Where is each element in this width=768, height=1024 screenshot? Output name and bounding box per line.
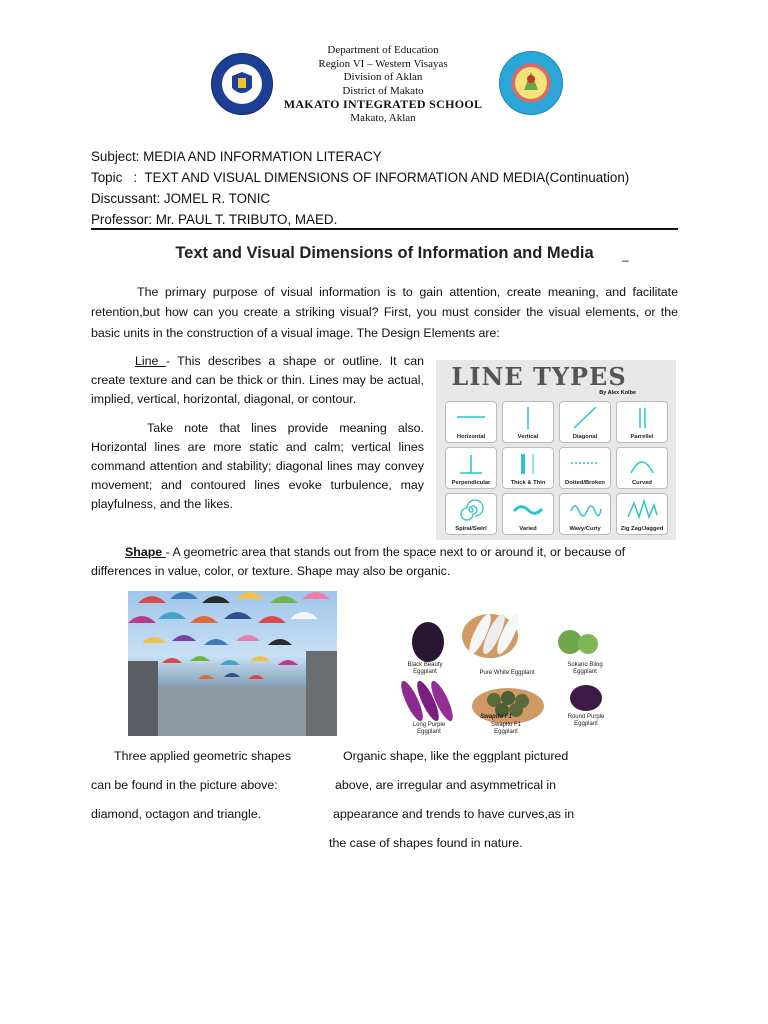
- eggplant-label: Swapito F1: [480, 714, 512, 720]
- intro-paragraph: The primary purpose of visual information is to gain attention, create meaning, and facilitate retention,but how can you create a striking visual? First, you must consider the visual elements, or the basic units in the construction of a visual image. The Design Elements are:: [91, 285, 678, 340]
- school-name: MAKATO INTEGRATED SCHOOL: [283, 97, 483, 112]
- title-mark: _: [622, 248, 629, 262]
- line-type-tile: [559, 447, 611, 489]
- dotted-line-icon: [568, 451, 602, 477]
- zigzag-line-icon: [625, 497, 659, 523]
- eggplant-label: Swapito F1 Eggplant: [490, 722, 521, 735]
- caption-line: above, are irregular and asymmetrical in: [335, 778, 557, 792]
- line-type-tile: [616, 401, 668, 443]
- eggplant-label: Round Purple Eggplant: [567, 714, 605, 727]
- line-type-tile: [502, 447, 554, 489]
- line-term: Line: [135, 354, 166, 368]
- shape-term: Shape: [125, 545, 166, 559]
- line-type-tile: [502, 493, 554, 535]
- page-title: Text and Visual Dimensions of Information and Media: [175, 244, 594, 262]
- line-type-tile: [559, 493, 611, 535]
- line-type-tile: [502, 401, 554, 443]
- shape-section: [91, 543, 678, 581]
- tile-label: Horizontal: [456, 434, 486, 440]
- thick-thin-lines-icon: [511, 451, 545, 477]
- caption-line: Organic shape, like the eggplant pictured: [343, 749, 569, 763]
- header-line: Department of Education: [327, 44, 439, 56]
- caption-line: diamond, octagon and triangle.: [91, 807, 262, 821]
- perpendicular-lines-icon: [454, 451, 488, 477]
- school-header: [200, 44, 566, 126]
- header-line: Region VI – Western Visayas: [318, 57, 448, 70]
- tile-label: Thick & Thin: [510, 480, 546, 486]
- subject-line: Subject: MEDIA AND INFORMATION LITERACY: [91, 149, 382, 164]
- horizontal-line-icon: [454, 405, 488, 431]
- line-types-grid: [445, 401, 670, 535]
- vertical-line-icon: [511, 405, 545, 431]
- wavy-line-icon: [568, 497, 602, 523]
- eggplant-label: Pure White Eggplant: [479, 670, 535, 676]
- eggplant-label: Sokano Bilog Eggplant: [567, 662, 603, 675]
- line-types-author: By Alex Kolbe: [599, 390, 636, 396]
- caption-line: can be found in the picture above:: [91, 778, 278, 792]
- professor-line: Professor: Mr. PAUL T. TRIBUTO, MAED.: [91, 212, 338, 227]
- line-type-tile: [559, 401, 611, 443]
- tile-label: Perpendicular: [451, 480, 491, 486]
- shape-definition: - A geometric area that stands out from the space next to or around it, or because of differences in value, color, or texture. Shape may also be organic.: [91, 545, 626, 578]
- line-types-title: LINE TYPES: [451, 362, 627, 391]
- tile-label: Parrellel: [630, 434, 654, 440]
- tile-label: Wavy/Curly: [569, 526, 601, 532]
- line-types-figure: [436, 360, 676, 540]
- line-definition: - This describes a shape or outline. It can create texture and can be thick or thin. Lines may be actual, implied, vertical, horizontal, diagonal, or contour.: [91, 354, 424, 406]
- spiral-line-icon: [454, 497, 488, 523]
- parallel-lines-icon: [625, 405, 659, 431]
- topic-line: Topic : TEXT AND VISUAL DIMENSIONS OF INFORMATION AND MEDIA(Continuation): [91, 170, 630, 185]
- varied-line-icon: [511, 497, 545, 523]
- tile-label: Varied: [519, 526, 537, 532]
- school-location: Makato, Aklan: [350, 111, 416, 124]
- eggplant-varieties-image: [398, 606, 612, 738]
- line-type-tile: [445, 447, 497, 489]
- discussant-line: Discussant: JOMEL R. TONIC: [91, 191, 271, 206]
- tile-label: Zig Zag/Jagged: [620, 526, 664, 532]
- line-section: [91, 352, 424, 514]
- eggplant-label: Long Purple Eggplant: [412, 722, 446, 735]
- header-divider: [91, 228, 678, 230]
- tile-label: Spiral/Swirl: [455, 526, 487, 532]
- diagonal-line-icon: [568, 405, 602, 431]
- line-type-tile: [445, 401, 497, 443]
- line-type-tile: [445, 493, 497, 535]
- caption-line: Three applied geometric shapes: [114, 749, 292, 763]
- header-line: Division of Aklan: [343, 71, 423, 84]
- line-type-tile: [616, 447, 668, 489]
- header-line: District of Makato: [342, 84, 424, 97]
- tile-label: Vertical: [517, 434, 539, 440]
- tile-label: Curved: [632, 480, 652, 486]
- tile-label: Dotted/Broken: [565, 480, 605, 486]
- tile-label: Diagonal: [572, 434, 598, 440]
- line-type-tile: [616, 493, 668, 535]
- line-note: Take note that lines provide meaning also. Horizontal lines are more static and calm; vertical lines command attention and stability; diagonal lines may convey movement; and contoured lines evoke turbulence, may playfulness, and the likes.: [91, 421, 424, 511]
- caption-line: appearance and trends to have curves,as in: [333, 807, 575, 821]
- eggplant-label: Black Beauty Eggplant: [407, 662, 443, 675]
- document-meta: [91, 146, 629, 230]
- curved-line-icon: [625, 451, 659, 477]
- caption-line: the case of shapes found in nature.: [329, 836, 523, 850]
- umbrella-street-photo: [128, 591, 337, 736]
